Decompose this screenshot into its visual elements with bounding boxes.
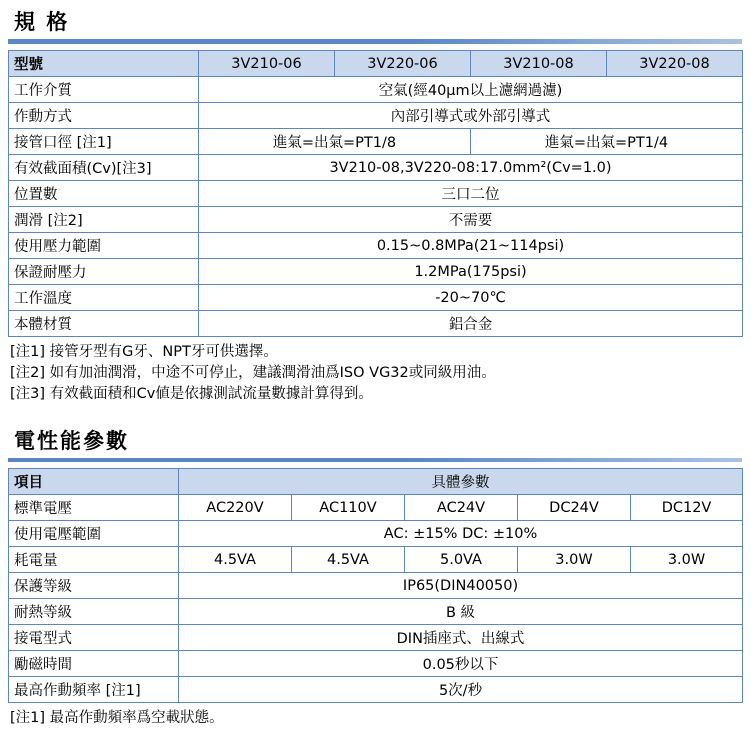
spec-row-value-b: 進氣=出氣=PT1/4 <box>471 129 743 155</box>
spec-row-value: 0.15~0.8MPa(21~114psi) <box>199 233 743 259</box>
table-row <box>9 207 743 233</box>
electrical-cell: 3.0W <box>631 547 743 573</box>
spec-row-value: 3V210-08,3V220-08:17.0mm²(Cv=1.0) <box>199 155 743 181</box>
electrical-section-title: 電性能參數 <box>14 429 129 453</box>
spec-row-value: 鋁合金 <box>199 311 743 337</box>
electrical-table <box>8 468 743 703</box>
spec-note-1: [注1] 接管牙型有G牙、NPT牙可供選擇。 <box>10 344 278 360</box>
spec-row-value: -20~70℃ <box>199 285 743 311</box>
table-row <box>9 285 743 311</box>
electrical-row-label: 使用電壓範圍 <box>9 521 179 547</box>
table-row <box>9 233 743 259</box>
electrical-row-value: 5次/秒 <box>179 677 743 703</box>
table-row <box>9 651 743 677</box>
electrical-cell: DC12V <box>631 495 743 521</box>
section-gap <box>8 405 742 419</box>
spec-row-label: 本體材質 <box>9 311 199 337</box>
spec-row-label: 有效截面積(Cv)[注3] <box>9 155 199 181</box>
spec-header-3v210-08: 3V210-08 <box>471 51 607 77</box>
electrical-cell: AC220V <box>179 495 292 521</box>
electrical-row-label: 勵磁時間 <box>9 651 179 677</box>
electrical-cell: 4.5VA <box>292 547 405 573</box>
electrical-header-item: 項目 <box>9 469 179 495</box>
table-row <box>9 495 743 521</box>
spec-row-value: 三口二位 <box>199 181 743 207</box>
spec-note-2: [注2] 如有加油潤滑，中途不可停止，建議潤滑油爲ISO VG32或同級用油。 <box>10 365 496 381</box>
electrical-section-divider <box>8 458 742 462</box>
electrical-row-label: 接電型式 <box>9 625 179 651</box>
table-row <box>9 129 743 155</box>
spec-row-value-a: 進氣=出氣=PT1/8 <box>199 129 471 155</box>
electrical-cell: AC24V <box>405 495 518 521</box>
table-row <box>9 103 743 129</box>
electrical-cell: 4.5VA <box>179 547 292 573</box>
electrical-row-label: 最高作動頻率 [注1] <box>9 677 179 703</box>
electrical-row-label: 標準電壓 <box>9 495 179 521</box>
electrical-row-label: 耐熱等級 <box>9 599 179 625</box>
electrical-row-label: 保護等級 <box>9 573 179 599</box>
table-row <box>9 181 743 207</box>
table-row <box>9 625 743 651</box>
spec-section-title: 規 格 <box>14 10 70 34</box>
spec-row-label: 位置數 <box>9 181 199 207</box>
spec-notes <box>10 342 742 405</box>
electrical-header-params: 具體參數 <box>179 469 743 495</box>
table-row <box>9 677 743 703</box>
electrical-table-header-row <box>9 469 743 495</box>
spec-row-value: 不需要 <box>199 207 743 233</box>
spec-header-model: 型號 <box>9 51 199 77</box>
spec-table <box>8 50 743 337</box>
electrical-cell: 3.0W <box>518 547 631 573</box>
electrical-row-value: B 級 <box>179 599 743 625</box>
spec-row-label: 工作介質 <box>9 77 199 103</box>
spec-header-3v220-06: 3V220-06 <box>335 51 471 77</box>
electrical-cell: DC24V <box>518 495 631 521</box>
electrical-row-value: DIN插座式、出線式 <box>179 625 743 651</box>
table-row <box>9 77 743 103</box>
table-row <box>9 311 743 337</box>
spec-header-3v220-08: 3V220-08 <box>607 51 743 77</box>
spec-row-value: 空氣(經40μm以上濾網過濾) <box>199 77 743 103</box>
table-row <box>9 599 743 625</box>
table-row <box>9 547 743 573</box>
electrical-cell: 5.0VA <box>405 547 518 573</box>
spec-header-3v210-06: 3V210-06 <box>199 51 335 77</box>
electrical-notes <box>10 708 742 729</box>
electrical-row-value: 0.05秒以下 <box>179 651 743 677</box>
spec-row-label: 工作溫度 <box>9 285 199 311</box>
electrical-row-label: 耗電量 <box>9 547 179 573</box>
spec-row-label: 接管口徑 [注1] <box>9 129 199 155</box>
spec-row-label: 使用壓力範圍 <box>9 233 199 259</box>
electrical-row-value: AC: ±15% DC: ±10% <box>179 521 743 547</box>
spec-row-label: 潤滑 [注2] <box>9 207 199 233</box>
spec-row-value: 1.2MPa(175psi) <box>199 259 743 285</box>
table-row <box>9 573 743 599</box>
electrical-note-1: [注1] 最高作動頻率爲空載狀態。 <box>10 710 224 726</box>
electrical-cell: AC110V <box>292 495 405 521</box>
electrical-row-value: IP65(DIN40050) <box>179 573 743 599</box>
table-row <box>9 259 743 285</box>
spec-note-3: [注3] 有效截面積和Cv値是依據測試流量數據計算得到。 <box>10 386 373 402</box>
table-row <box>9 521 743 547</box>
table-row <box>9 155 743 181</box>
spec-section-divider <box>8 39 742 44</box>
spec-row-label: 保證耐壓力 <box>9 259 199 285</box>
spec-row-value: 內部引導式或外部引導式 <box>199 103 743 129</box>
spec-row-label: 作動方式 <box>9 103 199 129</box>
spec-table-header-row <box>9 51 743 77</box>
